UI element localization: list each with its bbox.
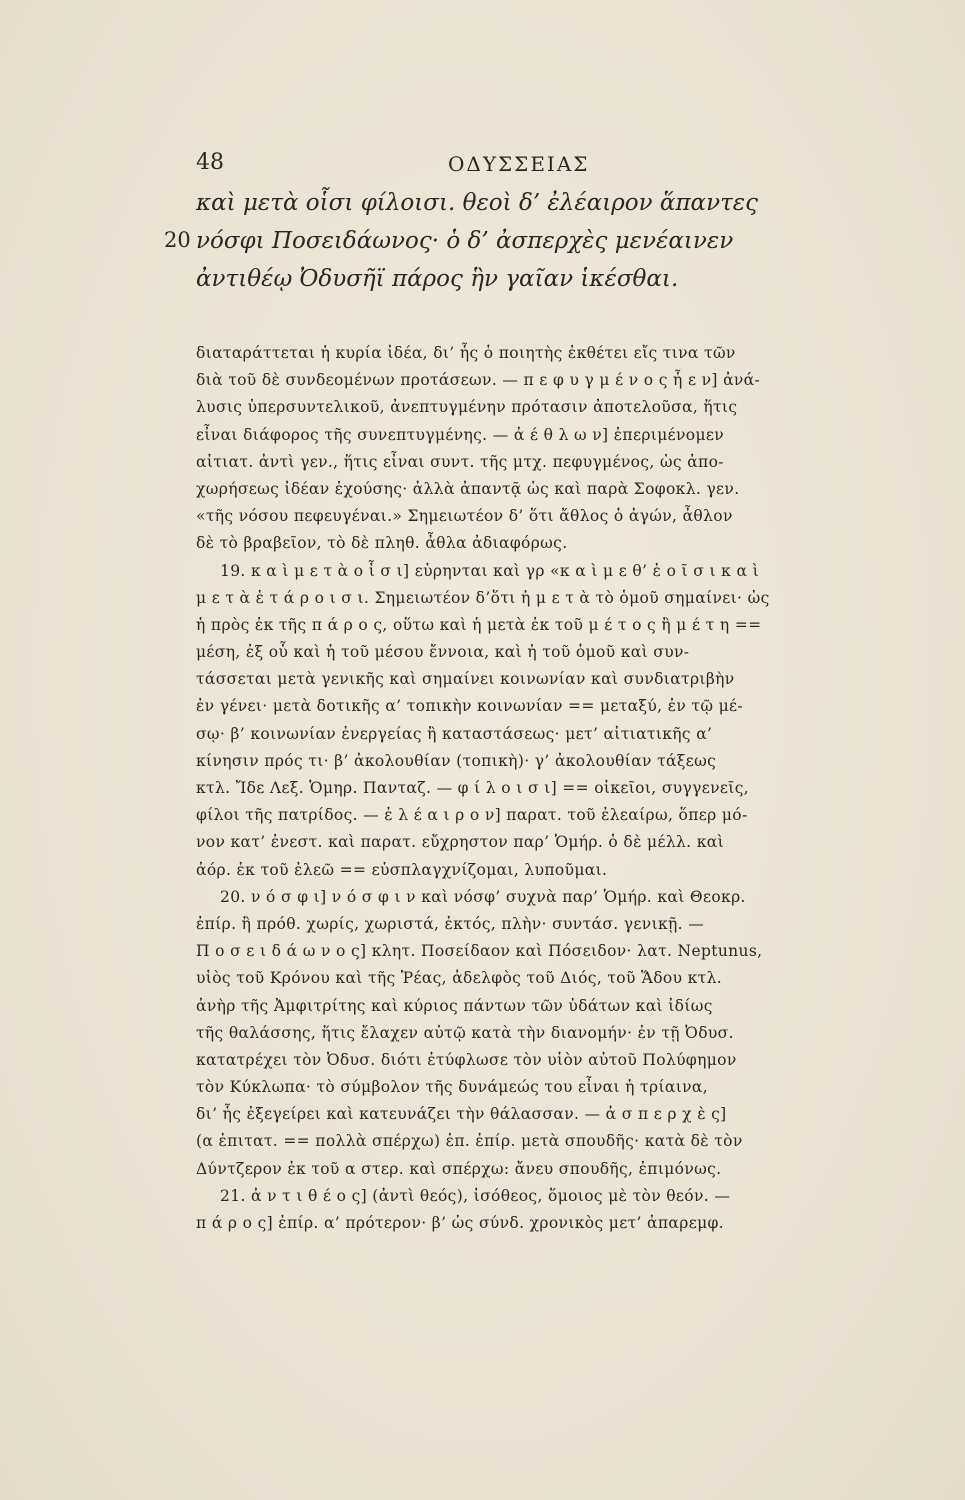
commentary-line: σῳ· β’ κοινωνίαν ἐνεργείας ἢ καταστάσεως· μετ’ αἰτιατικῆς α’ [196, 724, 713, 743]
verse-number: 20 [164, 228, 191, 252]
commentary-line: 21. ἀ ν τ ι θ έ ο ς] (ἀντὶ θεός), ἰσόθεος, ὅμοιος μὲ τὸν θεόν. — [220, 1186, 731, 1205]
commentary-line: υἱὸς τοῦ Κρόνου καὶ τῆς Ῥέας, ἀδελφὸς τοῦ Διός, τοῦ Ἅδου κτλ. [196, 969, 723, 988]
commentary-line: αἰτιατ. ἀντὶ γεν., ἥτις εἶναι συντ. τῆς μτχ. πεφυγμένος, ὡς ἀπο- [196, 452, 724, 471]
verse-block [164, 190, 816, 304]
verse-text: καὶ μετὰ οἷσι φίλοισι. θεοὶ δ’ ἐλέαιρον ἅπαντες [196, 190, 759, 216]
page-header [196, 150, 796, 180]
commentary-line: κτλ. Ἴδε Λεξ. Ὁμηρ. Πανταζ. — φ ί λ ο ι σ ι] == οἰκεῖοι, συγγενεῖς, [196, 779, 750, 797]
verse-text: ἀντιθέῳ Ὀδυσῆϊ πάρος ἣν γαῖαν ἱκέσθαι. [196, 266, 679, 292]
commentary-line: (α ἐπιτατ. == πολλὰ σπέρχω) ἐπ. ἐπίρ. μετὰ σπουδῆς· κατὰ δὲ τὸν [196, 1132, 743, 1151]
commentary-line: φίλοι τῆς πατρίδος. — ἐ λ έ α ι ρ ο ν] παρατ. τοῦ ἐλεαίρω, ὅπερ μό- [196, 806, 748, 825]
page-number: 48 [196, 150, 224, 175]
commentary-line: ἐν γένει· μετὰ δοτικῆς α’ τοπικὴν κοινωνίαν == μεταξύ, ἐν τῷ μέ- [196, 697, 744, 716]
commentary-line: λυσις ὑπερσυντελικοῦ, ἀνεπτυγμένην πρότασιν ἀποτελοῦσα, ἥτις [196, 398, 738, 417]
verse-line [196, 190, 816, 228]
commentary-line: διαταράττεται ἡ κυρία ἰδέα, δι’ ἧς ὁ ποιητὴς ἐκθέτει εἴς τινα τῶν [196, 344, 736, 362]
commentary-line: νον κατ’ ἐνεστ. καὶ παρατ. εὔχρηστον παρ’ Ὁμήρ. ὁ δὲ μέλλ. καὶ [196, 833, 725, 852]
commentary-line: «τῆς νόσου πεφευγέναι.» Σημειωτέον δ’ ὅτι ἄθλος ὁ ἀγών, ἆθλον [196, 507, 733, 526]
verse-line [164, 228, 816, 266]
commentary-line: κατατρέχει τὸν Ὀδυσ. διότι ἐτύφλωσε τὸν υἱὸν αὐτοῦ Πολύφημον [196, 1050, 737, 1069]
commentary-line: εἶναι διάφορος τῆς συνεπτυγμένης. — ἀ έ θ λ ω ν] ἐπεριμένομεν [196, 425, 725, 444]
verse-text: νόσφι Ποσειδάωνος· ὁ δ’ ἀσπερχὲς μενέαινεν [196, 228, 734, 254]
commentary-line: δὲ τὸ βραβεῖον, τὸ δὲ πληθ. ἆθλα ἀδιαφόρως. [196, 534, 568, 553]
commentary-line: ἀόρ. ἐκ τοῦ ἐλεῶ == εὐσπλαγχνίζομαι, λυποῦμαι. [196, 860, 608, 879]
commentary-line: δι’ ἧς ἐξεγείρει καὶ κατευνάζει τὴν θάλασσαν. — ἀ σ π ε ρ χ ὲ ς] [196, 1105, 727, 1124]
verse-line [196, 266, 816, 304]
commentary-block [196, 340, 826, 1237]
commentary-line: διὰ τοῦ δὲ συνδεομένων προτάσεων. — π ε φ υ γ μ έ ν ο ς ἦ ε ν] ἀνά- [196, 371, 761, 390]
commentary-line: π ά ρ ο ς] ἐπίρ. α’ πρότερον· β’ ὡς σύνδ. χρονικὸς μετ’ ἀπαρεμφ. [196, 1214, 724, 1232]
commentary-line: Δύντζερον ἐκ τοῦ α στερ. καὶ σπέρχω: ἄνευ σπουδῆς, ἐπιμόνως. [196, 1159, 722, 1178]
running-title: ΟΔΥΣΣΕΙΑΣ [448, 152, 590, 176]
commentary-line: 20. ν ό σ φ ι] ν ό σ φ ι ν καὶ νόσφ’ συχνὰ παρ’ Ὁμήρ. καὶ Θεοκρ. [220, 887, 746, 906]
commentary-line: τάσσεται μετὰ γενικῆς καὶ σημαίνει κοινωνίαν καὶ συνδιατριβὴν [196, 670, 735, 689]
commentary-line: τὸν Κύκλωπα· τὸ σύμβολον τῆς δυνάμεώς του εἶναι ἡ τρίαινα, [196, 1078, 708, 1097]
commentary-line: ἡ πρὸς ἐκ τῆς π ά ρ ο ς, οὕτω καὶ ἡ μετὰ ἐκ τοῦ μ έ τ ο ς ἢ μ έ τ η == [196, 615, 762, 634]
commentary-line: Π ο σ ε ι δ ά ω ν ο ς] κλητ. Ποσείδαον καὶ Πόσειδον· λατ. Neptunus, [196, 942, 763, 961]
commentary-line: χωρήσεως ἰδέαν ἐχούσης· ἀλλὰ ἀπαντᾷ ὡς καὶ παρὰ Σοφοκλ. γεν. [196, 479, 740, 498]
commentary-line: μέση, ἐξ οὗ καὶ ἡ τοῦ μέσου ἔννοια, καὶ ἡ τοῦ ὁμοῦ καὶ συν- [196, 643, 690, 662]
commentary-line: ἀνὴρ τῆς Ἀμφιτρίτης καὶ κύριος πάντων τῶν ὑδάτων καὶ ἰδίως [196, 996, 713, 1015]
commentary-line: κίνησιν πρός τι· β’ ἀκολουθίαν (τοπικὴ)· γ’ ἀκολουθίαν τάξεως [196, 751, 717, 770]
commentary-line: ἐπίρ. ἢ πρόθ. χωρίς, χωριστά, ἐκτός, πλὴν· συντάσ. γενικῇ. — [196, 914, 705, 933]
commentary-line: 19. κ α ὶ μ ε τ ὰ ο ἷ σ ι] εὑρηνται καὶ γρ «κ α ὶ μ ε θ’ ἑ ο ῖ σ ι κ α ὶ [220, 561, 759, 580]
commentary-line: τῆς θαλάσσης, ἥτις ἔλαχεν αὐτῷ κατὰ τὴν διανομήν· ἐν τῇ Ὀδυσ. [196, 1023, 734, 1042]
commentary-line: μ ε τ ὰ ἑ τ ά ρ ο ι σ ι. Σημειωτέον δ’ὅτι ἡ μ ε τ ὰ τὸ ὁμοῦ σημαίνει· ὡς [196, 588, 770, 607]
